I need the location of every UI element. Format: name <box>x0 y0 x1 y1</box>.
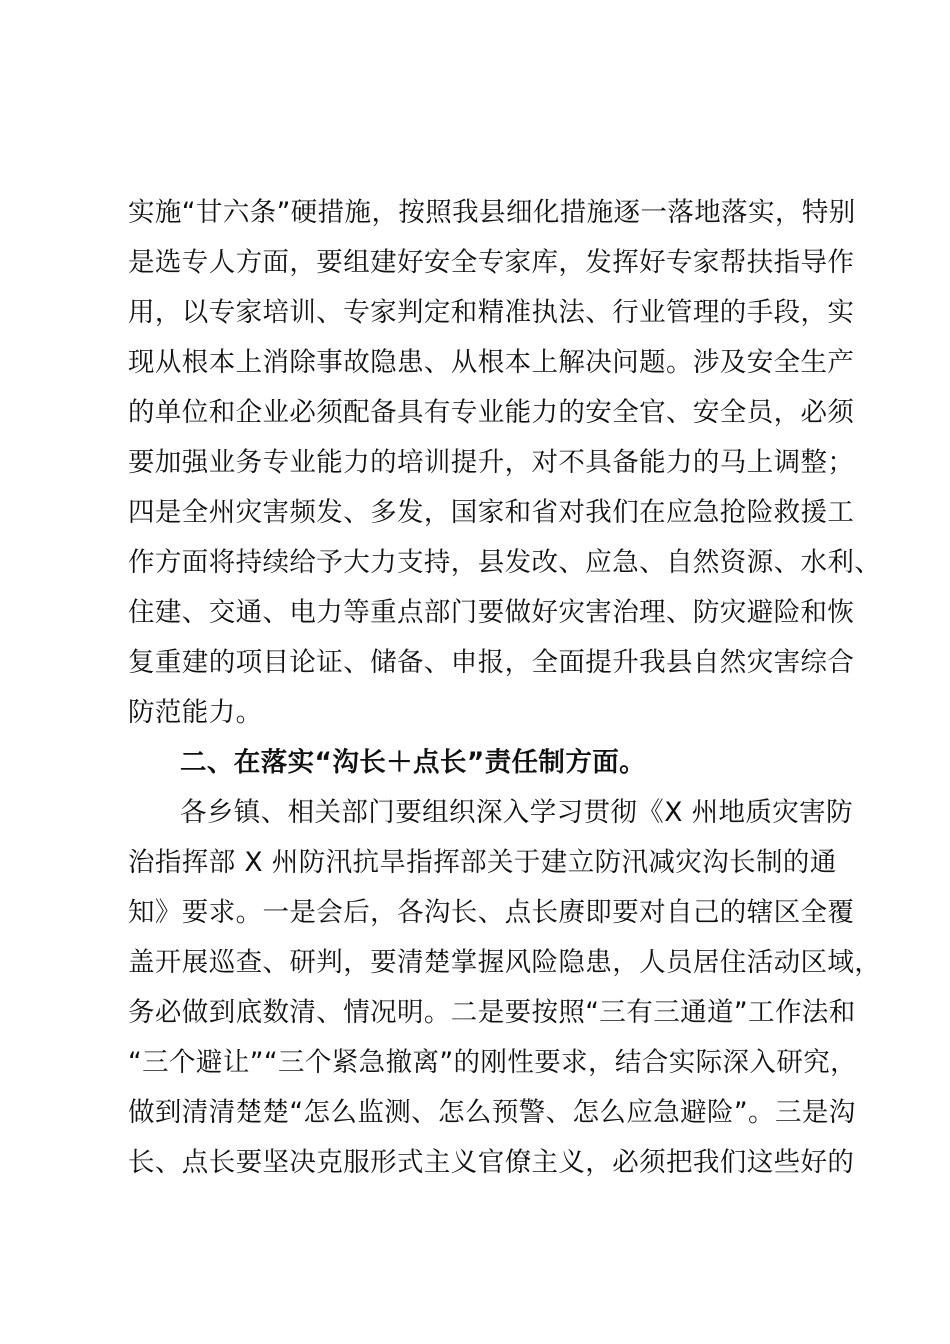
text-line: 作方面将持续给予大力支持，县发改、应急、自然资源、水利、 <box>128 547 882 578</box>
text-line: 盖开展巡查、研判，要清楚掌握风险隐患，人员居住活动区域， <box>128 947 882 978</box>
text-line: 知》要求。一是会后，各沟长、点长赓即要对自己的辖区全覆 <box>128 897 855 928</box>
paragraph-2 <box>128 788 882 1188</box>
text-line: 的单位和企业必须配备具有专业能力的安全官、安全员，必须 <box>128 397 855 428</box>
text-line: 复重建的项目论证、储备、申报，全面提升我县自然灾害综合 <box>128 647 855 678</box>
text-line: 四是全州灾害频发、多发，国家和省对我们在应急抢险救援工 <box>128 497 855 528</box>
text-line: 实施“甘六条”硬措施，按照我县细化措施逐一落地落实，特别 <box>128 197 856 228</box>
paragraph-1 <box>128 188 882 738</box>
text-line: 要加强业务专业能力的培训提升，对不具备能力的马上调整； <box>128 447 855 478</box>
text-line: 务必做到底数清、情况明。二是要按照“三有三通道”工作法和 <box>128 997 856 1028</box>
text-line: 用，以专家培训、专家判定和精准执法、行业管理的手段，实 <box>128 297 855 328</box>
text-line: 防范能力。 <box>128 697 263 728</box>
document-page <box>128 188 882 1188</box>
text-line: 现从根本上消除事故隐患、从根本上解决问题。涉及安全生产 <box>128 347 855 378</box>
text-line: 各乡镇、相关部门要组织深入学习贯彻《X 州地质灾害防 <box>180 797 853 828</box>
section-heading: 二、在落实“沟长＋点长”责任制方面。 <box>180 747 647 778</box>
text-line: 是选专人方面，要组建好安全专家库，发挥好专家帮扶指导作 <box>128 247 855 278</box>
text-line: 长、点长要坚决克服形式主义官僚主义，必须把我们这些好的 <box>128 1147 855 1178</box>
text-line: 治指挥部 X 州防汛抗旱指挥部关于建立防汛减灾沟长制的通 <box>128 847 837 878</box>
text-line: 住建、交通、电力等重点部门要做好灾害治理、防灾避险和恢 <box>128 597 855 628</box>
text-line: 做到清清楚楚“怎么监测、怎么预警、怎么应急避险”。三是沟 <box>128 1097 856 1128</box>
text-line: “三个避让”“三个紧急撤离”的刚性要求，结合实际深入研究， <box>128 1047 858 1078</box>
